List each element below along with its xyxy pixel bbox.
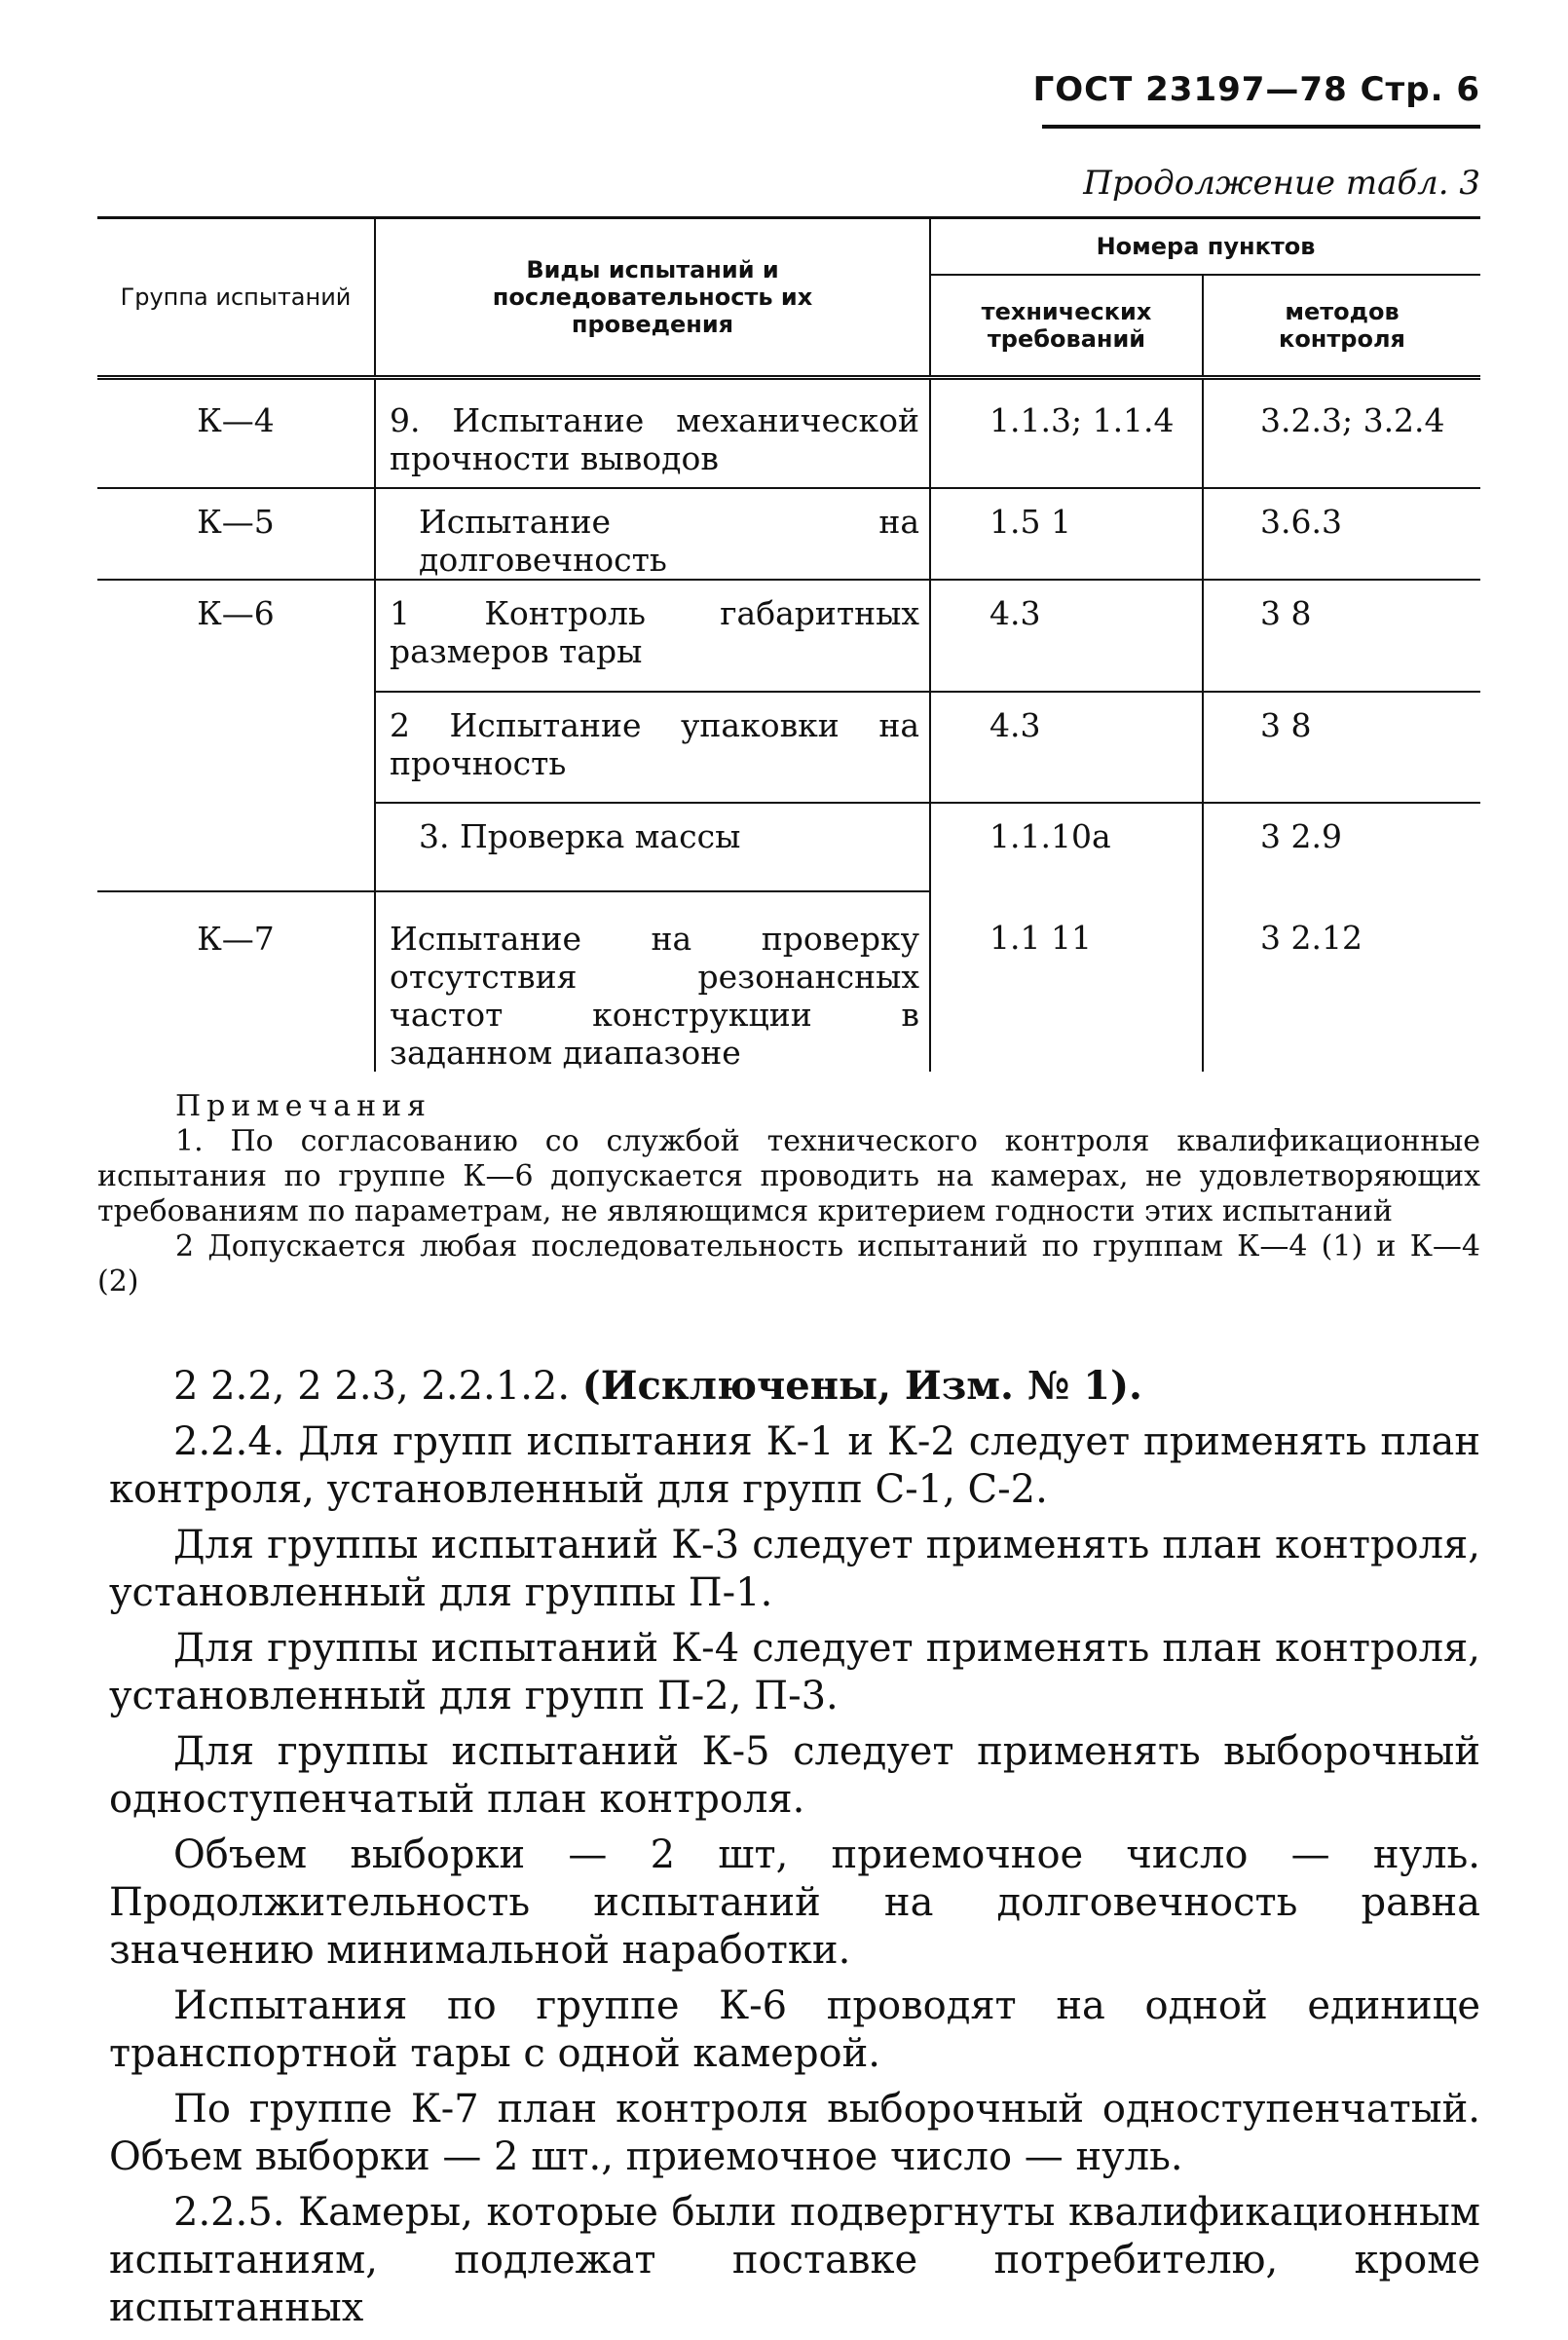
cell-tech: 4.3 — [930, 580, 1203, 692]
cell-methods: 3 8 — [1203, 580, 1480, 692]
header-rule — [1042, 125, 1480, 129]
cell-test: 1 Контроль габаритных размеров тары — [375, 580, 930, 692]
table-row — [97, 580, 1480, 692]
cell-methods: 3 8 — [1203, 692, 1480, 803]
cell-tech: 1.1 11 — [930, 891, 1203, 1072]
cell-tech: 1.1.3; 1.1.4 — [930, 378, 1203, 489]
paragraph: 2.2.4. Для групп испытания К-1 и К-2 следует применять план контроля, установленный для групп С-1, С-2. — [109, 1419, 1480, 1512]
cell-methods: 3 2.9 — [1203, 803, 1480, 891]
cell-group: К—4 — [97, 378, 375, 489]
cell-methods: 3.2.3; 3.2.4 — [1203, 378, 1480, 489]
paragraph: По группе К-7 план контроля выборочный одноступенчатый. Объем выборки — 2 шт., приемочное число — нуль. — [109, 2087, 1480, 2179]
cell-test: 2 Испытание упаковки на прочность — [375, 692, 930, 803]
cell-methods: 3 2.12 — [1203, 891, 1480, 1072]
cell-methods: 3.6.3 — [1203, 488, 1480, 580]
cell-group — [97, 692, 375, 803]
notes-title: Примечания — [175, 1089, 432, 1123]
table-row — [97, 891, 1480, 1072]
cell-group: К—6 — [197, 594, 275, 632]
paragraph — [109, 1362, 1480, 1411]
test-table — [97, 216, 1480, 1072]
cell-test: 9. Испытание механической прочности выводов — [375, 378, 930, 489]
col-header-methods: методов контроля — [1203, 275, 1480, 378]
cell-tech: 1.1.10а — [930, 803, 1203, 891]
col-header-tests: Виды испытаний и последовательность их проведения — [375, 218, 930, 378]
paragraph: Объем выборки — 2 шт, приемочное число — нуль. Продолжительность испытаний на долговечность равна значению минимальной наработки. — [109, 1832, 1480, 1973]
cell-tech: 1.5 1 — [930, 488, 1203, 580]
paragraph-numbers: 2 2.2, 2 2.3, 2.2.1.2. — [173, 1364, 571, 1409]
body-text — [109, 1362, 1480, 2340]
note-item: 1. По согласованию со службой технического контроля квалификационные испытания по группе К—6 допускается проводить на камерах, не удовлетворяющих требованиям по параметрам, не являющимся критерием годности этих испытаний — [97, 1124, 1480, 1228]
table-caption: Продолжение табл. 3 — [1083, 164, 1480, 203]
table-row — [97, 378, 1480, 489]
cell-test: Испытание на долговечность — [375, 488, 930, 580]
col-header-tech: технических требований — [930, 275, 1203, 378]
cell-group: К—7 — [197, 920, 275, 958]
paragraph-bold-note: (Исключены, Изм. № 1). — [581, 1363, 1142, 1409]
paragraph: Для группы испытаний К-4 следует применять план контроля, установленный для групп П-2, П-3. — [109, 1626, 1480, 1718]
notes-block — [97, 1089, 1480, 1300]
col-header-points: Номера пунктов — [930, 218, 1480, 276]
cell-group: К—5 — [97, 488, 375, 580]
cell-group — [97, 803, 375, 891]
page-header: ГОСТ 23197—78 Стр. 6 — [1032, 70, 1480, 109]
table-row — [97, 488, 1480, 580]
cell-tech: 4.3 — [930, 692, 1203, 803]
cell-test: 3. Проверка массы — [375, 803, 930, 891]
table-row — [97, 692, 1480, 803]
table-row — [97, 803, 1480, 891]
col-header-group: Группа испытаний — [97, 218, 375, 378]
paragraph: Испытания по группе К-6 проводят на одной единице транспортной тары с одной камерой. — [109, 1983, 1480, 2076]
paragraph: Для группы испытаний К-5 следует применять выборочный одноступенчатый план контроля. — [109, 1729, 1480, 1822]
paragraph: 2.2.5. Камеры, которые были подвергнуты квалификационным испытаниям, подлежат поставке потребителю, кроме испытанных — [109, 2190, 1480, 2330]
paragraph: Для группы испытаний К-3 следует применять план контроля, установленный для группы П-1. — [109, 1523, 1480, 1615]
note-item: 2 Допускается любая последовательность испытаний по группам К—4 (1) и К—4 (2) — [97, 1229, 1480, 1299]
cell-test: Испытание на проверку отсутствия резонансных частот конструкции в заданном диапазоне — [375, 891, 930, 1072]
